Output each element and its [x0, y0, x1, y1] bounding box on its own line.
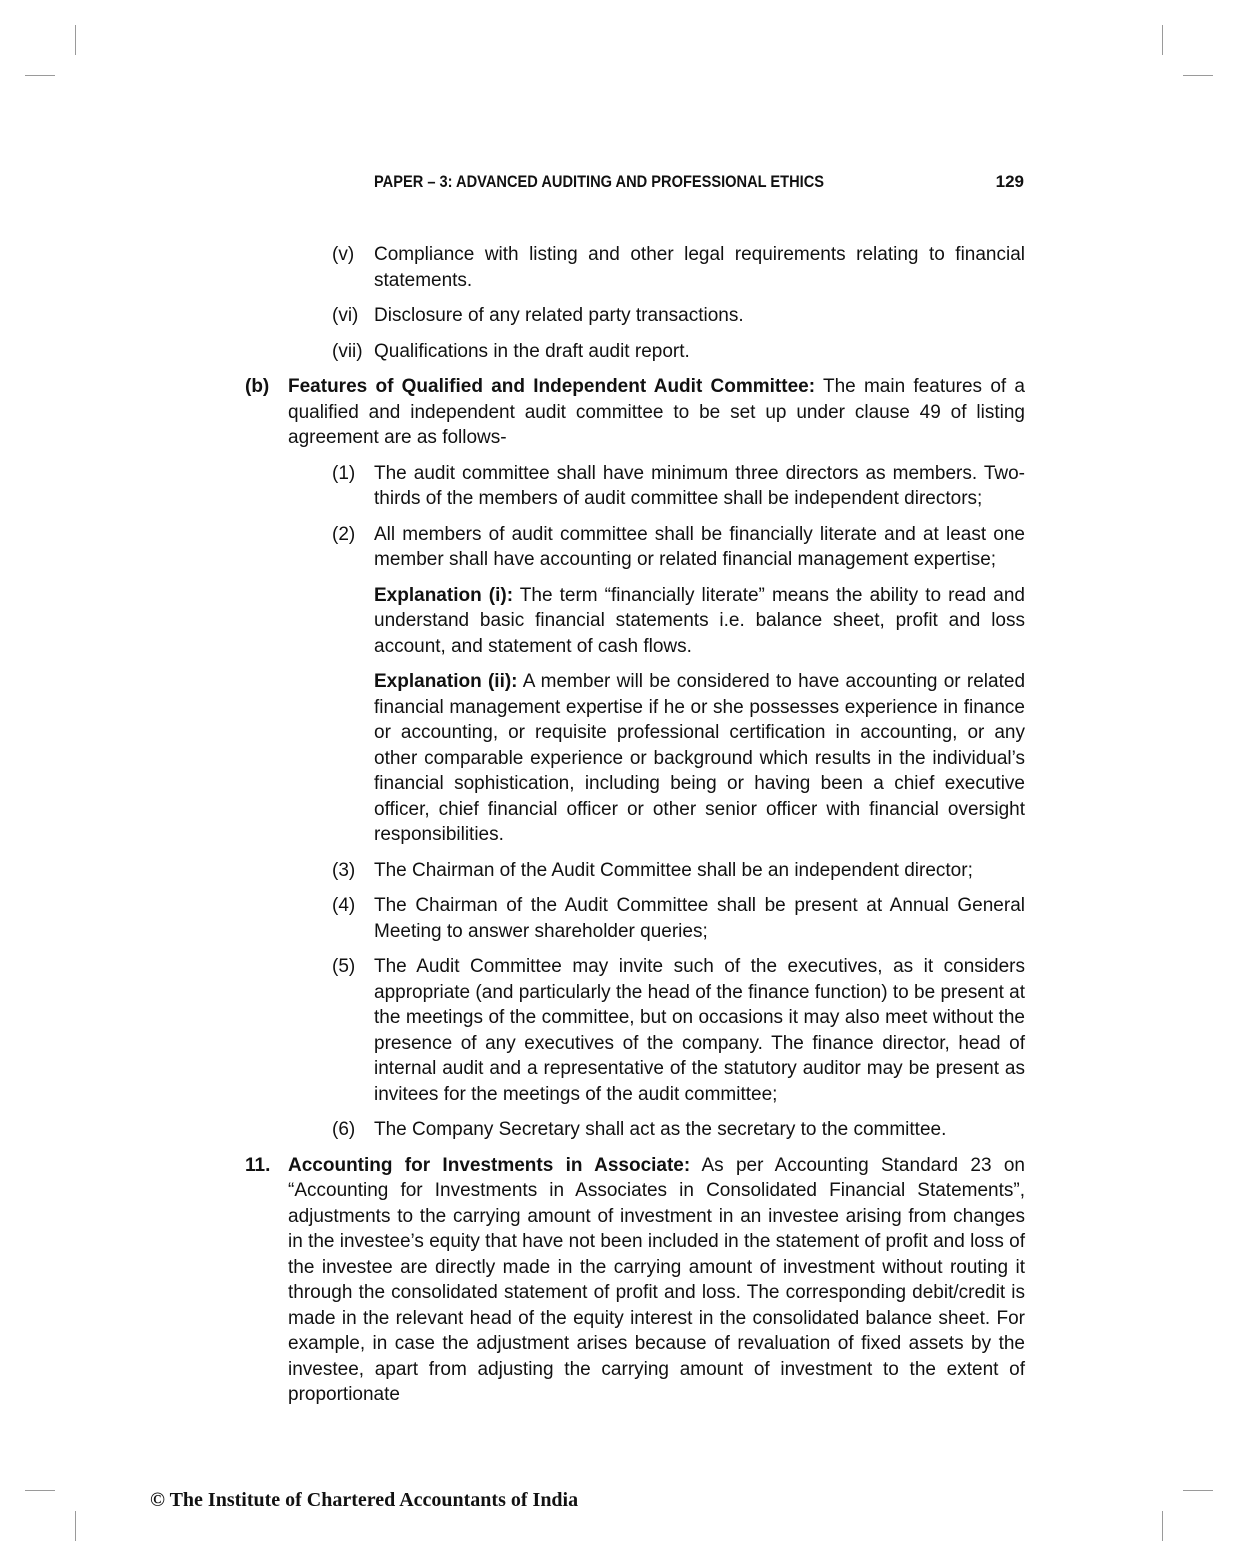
- page-header: [374, 172, 1024, 194]
- list-item-text: Disclosure of any related party transactions.: [374, 305, 744, 326]
- list-item-label: (6): [332, 1119, 356, 1140]
- explanation: [245, 669, 1025, 848]
- page-number: 129: [995, 172, 1024, 191]
- crop-mark: [75, 25, 76, 55]
- explanation: [245, 583, 1025, 660]
- list-item-label: (v): [332, 244, 355, 265]
- crop-mark: [25, 1490, 55, 1491]
- list-item: [245, 954, 1025, 1107]
- section-label: (b): [245, 376, 270, 397]
- list-item-label: (2): [332, 523, 356, 545]
- paper-title: PAPER – 3: ADVANCED AUDITING AND PROFESSIONAL ETHICS: [374, 172, 825, 191]
- crop-mark: [25, 75, 55, 76]
- copyright-footer: © The Institute of Chartered Accountants of India: [150, 1489, 579, 1511]
- list-item-label: (vi): [332, 305, 359, 326]
- list-item: [245, 522, 1025, 573]
- list-item-text: Qualifications in the draft audit report.: [374, 340, 690, 362]
- explanation-label: Explanation (ii):: [374, 671, 518, 692]
- crop-mark: [75, 1511, 76, 1541]
- question-heading: Accounting for Investments in Associate:: [288, 1154, 691, 1176]
- list-item: [245, 339, 1025, 365]
- list-item: [245, 858, 1025, 884]
- crop-mark: [1183, 1490, 1213, 1491]
- explanation-text: The term “financially literate” means the ability to read and understand basic financial statements i.e. balance sheet, profit and loss account, and statement of cash flows.: [374, 584, 1025, 657]
- section-b: [245, 374, 1025, 451]
- list-item-text: The Chairman of the Audit Committee shall be present at Annual General Meeting to answer shareholder queries;: [374, 895, 1025, 942]
- question-number: 11.: [245, 1154, 271, 1176]
- crop-mark: [1162, 25, 1163, 55]
- list-item: [245, 1117, 1025, 1143]
- list-item-label: (5): [332, 956, 356, 977]
- list-item-text: The Company Secretary shall act as the secretary to the committee.: [374, 1119, 947, 1140]
- list-item-text: The Chairman of the Audit Committee shall be an independent director;: [374, 859, 973, 881]
- list-item: [245, 893, 1025, 944]
- list-item-label: (1): [332, 462, 356, 484]
- question-text: As per Accounting Standard 23 on “Accounting for Investments in Associates in Consolidated Financial Statements”, adjustments to the carrying amount of investment in an investee arising from changes in the investee’s equity that have not been included in the statement of profit and loss of the investee are directly made in the carrying amount of investment without routing it through the consolidated statement of profit and loss. The corresponding debit/credit is made in the relevant head of the equity interest in the consolidated balance sheet. For example, in case the adjustment arises because of revaluation of fixed assets by the investee, apart from adjusting the carrying amount of investment to the extent of proportionate: [288, 1154, 1025, 1405]
- list-item-label: (4): [332, 895, 356, 916]
- list-item: [245, 242, 1025, 293]
- list-item-label: (vii): [332, 340, 363, 362]
- list-item-text: All members of audit committee shall be financially literate and at least one member shall have accounting or related financial management expertise;: [374, 523, 1025, 570]
- list-item: [245, 303, 1025, 329]
- crop-mark: [1183, 75, 1213, 76]
- question-11: [245, 1153, 1025, 1408]
- section-heading: Features of Qualified and Independent Audit Committee:: [288, 376, 816, 397]
- section-intro: The main features of a qualified and independent audit committee to be set up under clause 49 of listing agreement are as follows-: [288, 376, 1025, 448]
- list-item-label: (3): [332, 859, 356, 881]
- crop-mark: [1162, 1511, 1163, 1541]
- explanation-label: Explanation (i):: [374, 584, 514, 606]
- list-item-text: The audit committee shall have minimum three directors as members. Two-thirds of the members of audit committee shall be independent directors;: [374, 462, 1025, 509]
- list-item-text: Compliance with listing and other legal requirements relating to financial statements.: [374, 244, 1025, 291]
- explanation-text: A member will be considered to have accounting or related financial management expertise if he or she possesses experience in finance or accounting, or requisite professional certification in accounting, or any other comparable experience or background which results in the individual’s financial sophistication, including being or having been a chief executive officer, chief financial officer or other senior officer with financial oversight responsibilities.: [374, 671, 1026, 845]
- list-item-text: The Audit Committee may invite such of the executives, as it considers appropriate (and particularly the head of the finance function) to be present at the meetings of the committee, but on occasions it may also meet without the presence of any executives of the company. The finance director, head of internal audit and a representative of the statutory auditor may be present as invitees for the meetings of the audit committee;: [374, 956, 1025, 1105]
- page-content: [245, 242, 1025, 1418]
- list-item: [245, 461, 1025, 512]
